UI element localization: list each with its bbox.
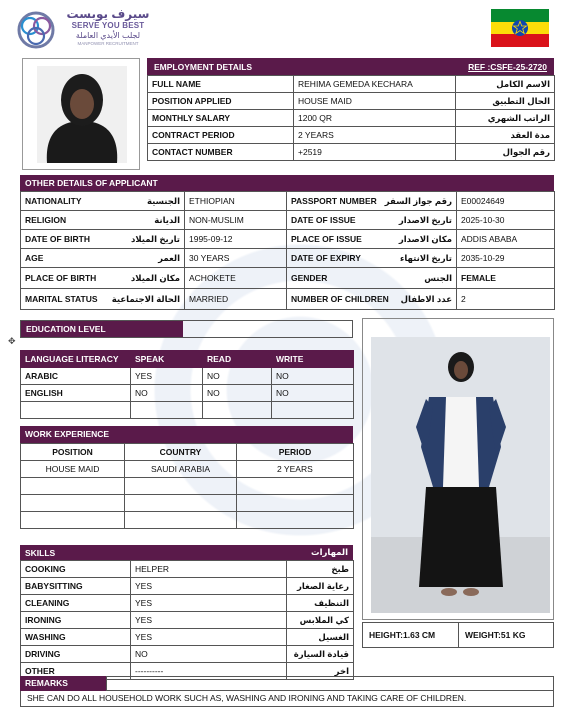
applicant-label-ar: تاريخ الميلاد <box>130 233 180 244</box>
applicant-label: RELIGION <box>25 215 67 225</box>
period-column-header: PERIOD <box>237 444 354 461</box>
skills-table <box>20 560 354 680</box>
work-period <box>237 495 354 512</box>
language-level: NO <box>203 385 272 402</box>
applicant-value: 2025-10-30 <box>457 211 555 230</box>
applicant-label-ar: الديانة <box>154 214 180 225</box>
employment-row <box>148 76 555 93</box>
skill-label-ar: طبخ <box>287 561 354 578</box>
language-level: NO <box>272 368 354 385</box>
applicant-label: MARITAL STATUS <box>25 294 98 304</box>
language-level: YES <box>131 368 203 385</box>
applicant-label-ar: الجنسية <box>147 195 180 206</box>
remarks-header-row <box>20 676 554 691</box>
ethiopia-flag-icon <box>491 9 549 47</box>
skills-section <box>20 545 353 680</box>
work-country <box>125 495 237 512</box>
skill-row <box>21 561 354 578</box>
applicant-value: NON-MUSLIM <box>185 211 287 230</box>
brand-name: SERVE YOU BEST <box>71 21 145 30</box>
applicant-label-cell <box>21 192 185 211</box>
language-header-row <box>21 351 354 368</box>
applicant-photo-frame <box>22 58 140 170</box>
skill-value: YES <box>131 595 287 612</box>
position-applied-label-ar: الحال التطبيق <box>456 93 555 110</box>
applicant-label-ar: الحالة الاجتماعية <box>111 293 180 304</box>
remarks-header-spacer <box>106 676 554 691</box>
remarks-text: SHE CAN DO ALL HOUSEHOLD WORK SUCH AS, WASHING AND IRONING AND TAKING CARE OF CHILDREN. <box>20 691 554 707</box>
applicant-label-cell <box>21 249 185 268</box>
skill-row <box>21 578 354 595</box>
weight-value: WEIGHT:51 KG <box>465 630 526 640</box>
country-column-header: COUNTRY <box>125 444 237 461</box>
skill-label: BABYSITTING <box>21 578 131 595</box>
skill-value: NO <box>131 646 287 663</box>
work-row <box>21 478 354 495</box>
skill-value: YES <box>131 612 287 629</box>
full-body-photo-frame <box>362 318 554 620</box>
applicant-value: FEMALE <box>457 268 555 289</box>
applicant-label-cell <box>287 230 457 249</box>
language-level: NO <box>272 385 354 402</box>
applicant-label: NUMBER OF CHILDREN <box>291 294 389 304</box>
applicant-label-cell <box>287 289 457 310</box>
applicant-value: ETHIOPIAN <box>185 192 287 211</box>
monthly-salary-value: 1200 QR <box>294 110 456 127</box>
applicant-row <box>21 192 555 211</box>
applicant-label-ar: تاريخ الانتهاء <box>399 252 452 263</box>
applicant-label-ar: العمر <box>158 252 180 263</box>
language-level <box>272 402 354 419</box>
skill-label-ar: اخر <box>287 663 354 680</box>
work-country: SAUDI ARABIA <box>125 461 237 478</box>
contract-period-label: CONTRACT PERIOD <box>148 127 294 144</box>
applicant-label-cell <box>21 230 185 249</box>
monthly-salary-label-ar: الراتب الشهري <box>456 110 555 127</box>
applicant-label-ar: مكان الميلاد <box>130 272 180 283</box>
table-move-handle-icon[interactable]: ✥ <box>8 336 16 346</box>
language-section <box>20 350 353 419</box>
work-position <box>21 478 125 495</box>
work-row <box>21 512 354 529</box>
contract-period-value: 2 YEARS <box>294 127 456 144</box>
applicant-row <box>21 289 555 310</box>
applicant-row <box>21 230 555 249</box>
applicant-label: PASSPORT NUMBER <box>291 196 377 206</box>
education-section <box>20 320 353 338</box>
measurements-row <box>362 622 554 648</box>
contact-number-label-ar: رقم الجوال <box>456 144 555 161</box>
work-country <box>125 512 237 529</box>
applicant-label: DATE OF ISSUE <box>291 215 356 225</box>
work-period: 2 YEARS <box>237 461 354 478</box>
applicant-details-header: OTHER DETAILS OF APPLICANT <box>20 175 554 191</box>
skill-value: ---------- <box>131 663 287 680</box>
skill-label-ar: قيادة السيارة <box>287 646 354 663</box>
skill-row <box>21 612 354 629</box>
work-experience-header: WORK EXPERIENCE <box>20 426 353 443</box>
applicant-row <box>21 249 555 268</box>
work-period <box>237 512 354 529</box>
applicant-label-ar: تاريخ الاصدار <box>398 214 452 225</box>
work-experience-section <box>20 426 353 529</box>
work-columns-row <box>21 444 354 461</box>
applicant-table <box>20 191 555 310</box>
work-position <box>21 495 125 512</box>
full-name-label-ar: الاسم الكامل <box>456 76 555 93</box>
skill-label: OTHER <box>21 663 131 680</box>
work-period <box>237 478 354 495</box>
skill-label: CLEANING <box>21 595 131 612</box>
applicant-label: DATE OF EXPIRY <box>291 253 361 263</box>
applicant-label: GENDER <box>291 273 328 283</box>
language-table <box>20 350 354 419</box>
applicant-row <box>21 268 555 289</box>
skill-value: YES <box>131 629 287 646</box>
contact-number-value: +2519 <box>294 144 456 161</box>
contact-number-label: CONTACT NUMBER <box>148 144 294 161</box>
language-name: ENGLISH <box>21 385 131 402</box>
language-name: ARABIC <box>21 368 131 385</box>
work-table <box>20 443 354 529</box>
applicant-label: DATE OF BIRTH <box>25 234 91 244</box>
skill-label-ar: كي الملابس <box>287 612 354 629</box>
skill-value: HELPER <box>131 561 287 578</box>
employment-row <box>148 110 555 127</box>
skill-row <box>21 629 354 646</box>
work-row <box>21 461 354 478</box>
write-header: WRITE <box>272 351 354 368</box>
language-level: NO <box>131 385 203 402</box>
applicant-value: 1995-09-12 <box>185 230 287 249</box>
applicant-value: 30 YEARS <box>185 249 287 268</box>
applicant-label-cell <box>287 249 457 268</box>
applicant-label: PLACE OF BIRTH <box>25 273 97 283</box>
language-row <box>21 368 354 385</box>
applicant-label-ar: رقم جواز السفر <box>384 195 452 206</box>
language-level <box>131 402 203 419</box>
language-literacy-header: LANGUAGE LITERACY <box>21 351 131 368</box>
skill-label: IRONING <box>21 612 131 629</box>
applicant-value: ACHOKETE <box>185 268 287 289</box>
logo-emblem-icon <box>16 10 56 50</box>
applicant-label: PLACE OF ISSUE <box>291 234 362 244</box>
full-name-label: FULL NAME <box>148 76 294 93</box>
read-header: READ <box>203 351 272 368</box>
applicant-label-cell <box>287 211 457 230</box>
brand-tagline: MANPOWER RECRUITMENT <box>77 41 139 46</box>
skills-header <box>20 545 353 560</box>
remarks-section <box>20 676 554 707</box>
applicant-label-cell <box>287 192 457 211</box>
applicant-label-ar: الجنس <box>424 272 452 283</box>
applicant-value: MARRIED <box>185 289 287 310</box>
work-country <box>125 478 237 495</box>
skill-label-ar: الغسيل <box>287 629 354 646</box>
applicant-value: ADDIS ABABA <box>457 230 555 249</box>
applicant-value: 2035-10-29 <box>457 249 555 268</box>
work-row <box>21 495 354 512</box>
position-applied-label: POSITION APPLIED <box>148 93 294 110</box>
applicant-label: NATIONALITY <box>25 196 82 206</box>
brand-arabic-name: سيرف يوبست <box>66 7 150 21</box>
applicant-portrait <box>37 66 127 163</box>
skill-row <box>21 646 354 663</box>
applicant-value: E00024649 <box>457 192 555 211</box>
language-level: NO <box>203 368 272 385</box>
employment-row <box>148 144 555 161</box>
employment-table <box>147 75 555 161</box>
employment-row <box>148 93 555 110</box>
skill-row <box>21 595 354 612</box>
employment-row <box>148 127 555 144</box>
employment-details-section <box>147 58 554 161</box>
language-row <box>21 402 354 419</box>
monthly-salary-label: MONTHLY SALARY <box>148 110 294 127</box>
full-body-photo <box>371 337 550 613</box>
skill-label-ar: التنظيف <box>287 595 354 612</box>
full-name-value: REHIMA GEMEDA KECHARA <box>294 76 456 93</box>
position-applied-value: HOUSE MAID <box>294 93 456 110</box>
employment-details-header <box>147 58 554 75</box>
work-position <box>21 512 125 529</box>
applicant-label-cell <box>21 289 185 310</box>
applicant-label-ar: عدد الاطفال <box>400 293 452 304</box>
education-level-value <box>183 321 352 337</box>
remarks-header: REMARKS <box>20 676 106 691</box>
position-column-header: POSITION <box>21 444 125 461</box>
applicant-details-section <box>20 175 554 310</box>
skill-value: YES <box>131 578 287 595</box>
applicant-label: AGE <box>25 253 44 263</box>
height-value: HEIGHT:1.63 CM <box>363 623 459 647</box>
employment-details-title: EMPLOYMENT DETAILS <box>154 61 253 72</box>
applicant-label-ar: مكان الاصدار <box>398 233 452 244</box>
skill-label: DRIVING <box>21 646 131 663</box>
language-name <box>21 402 131 419</box>
applicant-label-cell <box>21 211 185 230</box>
language-level <box>203 402 272 419</box>
applicant-label-cell <box>287 268 457 289</box>
skills-title: SKILLS <box>25 547 56 558</box>
skills-title-ar: المهارات <box>311 547 348 557</box>
contract-period-label-ar: مدة العقد <box>456 127 555 144</box>
work-position: HOUSE MAID <box>21 461 125 478</box>
skill-label: WASHING <box>21 629 131 646</box>
language-row <box>21 385 354 402</box>
skill-label: COOKING <box>21 561 131 578</box>
skill-label-ar: رعاية الصغار <box>287 578 354 595</box>
speak-header: SPEAK <box>131 351 203 368</box>
applicant-value: 2 <box>457 289 555 310</box>
education-level-header: EDUCATION LEVEL <box>21 321 183 337</box>
reference-number: REF :CSFE-25-2720 <box>468 61 547 72</box>
company-logo <box>14 8 164 52</box>
applicant-label-cell <box>21 268 185 289</box>
brand-arabic-tagline: لجلب الأيدي العاملة <box>75 31 141 40</box>
applicant-row <box>21 211 555 230</box>
